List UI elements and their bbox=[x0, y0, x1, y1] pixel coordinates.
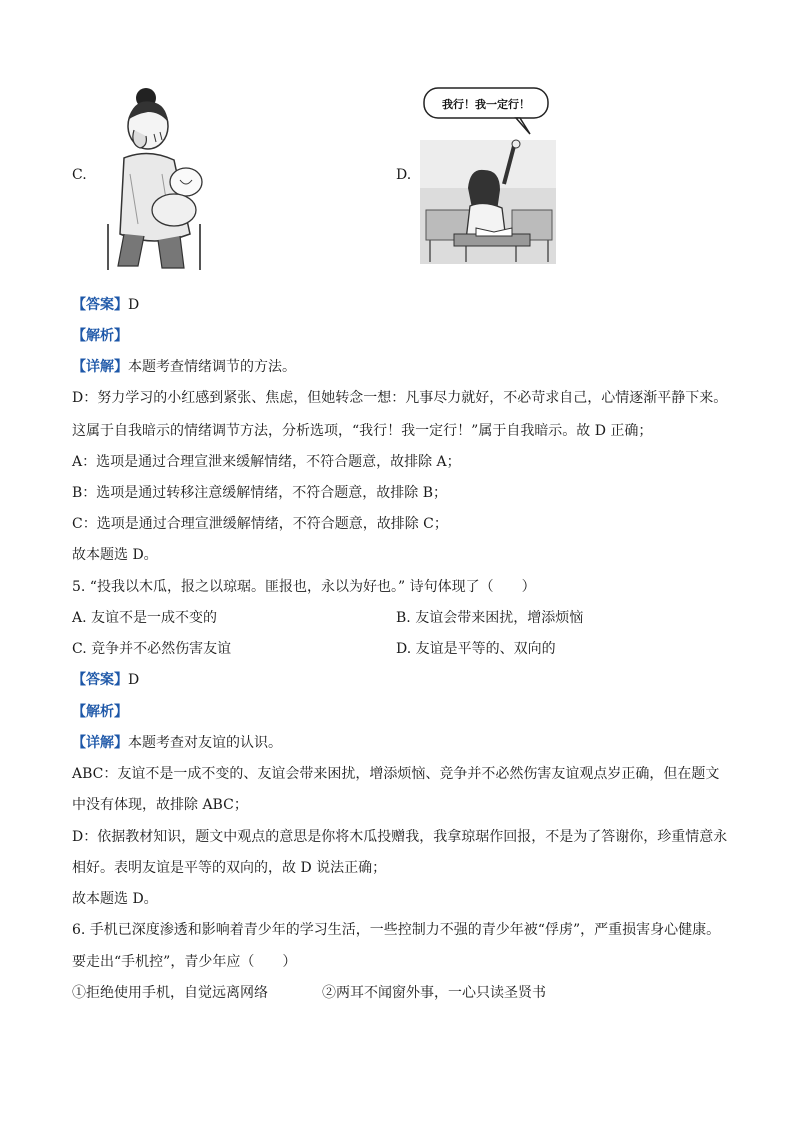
q4-text-line: D：努力学习的小红感到紧张、焦虑，但她转念一想：凡事尽力就好，不必苛求自己，心情逐渐平静下来。 bbox=[72, 390, 728, 406]
q5-text-line: 中没有体现，故排除 ABC； bbox=[72, 797, 248, 813]
option-c-label: C. bbox=[72, 167, 87, 183]
q4-detail-line bbox=[72, 357, 296, 377]
detail-tag: 【详解】 bbox=[72, 359, 128, 375]
q5-stem: 5. “投我以木瓜，报之以琼琚。匪报也，永以为好也。” 诗句体现了（ ） bbox=[72, 579, 536, 595]
q4-answer-line bbox=[72, 295, 139, 315]
q4-text-line: A：选项是通过合理宣泄来缓解情绪，不符合题意，故排除 A； bbox=[72, 454, 461, 470]
speech-text: 我行！我一定行！ bbox=[442, 98, 530, 111]
q4-text-line: C：选项是通过合理宣泄缓解情绪，不符合题意，故排除 C； bbox=[72, 516, 448, 532]
q4-text-line: 这属于自我暗示的情绪调节方法，分析选项，“我行！我一定行！”属于自我暗示。故 D 正确； bbox=[72, 423, 653, 439]
answer-tag: 【答案】 bbox=[72, 297, 128, 313]
answer-value: D bbox=[128, 297, 140, 313]
q5-answer-line bbox=[72, 670, 139, 690]
option-d-illustration bbox=[420, 84, 556, 264]
q5-text-line: D：依据教材知识，题文中观点的意思是你将木瓜投赠我，我拿琼琚作回报，不是为了答谢你，珍重情意永 bbox=[72, 829, 728, 845]
detail-intro: 本题考查对友谊的认识。 bbox=[128, 735, 282, 751]
q5-option-d: D. 友谊是平等的、双向的 bbox=[396, 641, 556, 657]
q5-option-c: C. 竞争并不必然伤害友谊 bbox=[72, 641, 232, 657]
q5-detail-line bbox=[72, 733, 282, 753]
q5-text-line: 相好。表明友谊是平等的双向的，故 D 说法正确； bbox=[72, 860, 387, 876]
q5-text-line: ABC：友谊不是一成不变的、友谊会带来困扰，增添烦恼、竞争并不必然伤害友谊观点岁正确，但在题文 bbox=[72, 766, 720, 782]
q5-text-line: 故本题选 D。 bbox=[72, 891, 158, 907]
q5-option-b: B. 友谊会带来困扰，增添烦恼 bbox=[396, 610, 584, 626]
q5-analysis-tag: 【解析】 bbox=[72, 704, 128, 720]
detail-intro: 本题考查情绪调节的方法。 bbox=[128, 359, 296, 375]
answer-value: D bbox=[128, 672, 140, 688]
option-d-label: D. bbox=[396, 167, 412, 183]
q4-text-line: 故本题选 D。 bbox=[72, 547, 158, 563]
q6-option-2: ②两耳不闻窗外事，一心只读圣贤书 bbox=[322, 985, 546, 1001]
detail-tag: 【详解】 bbox=[72, 735, 128, 751]
q4-text-line: B：选项是通过转移注意缓解情绪，不符合题意，故排除 B； bbox=[72, 485, 448, 501]
q6-stem-line: 6. 手机已深度渗透和影响着青少年的学习生活，一些控制力不强的青少年被“俘虏”，严重损害身心健康。 bbox=[72, 922, 721, 938]
answer-tag: 【答案】 bbox=[72, 672, 128, 688]
q5-option-a: A. 友谊不是一成不变的 bbox=[72, 610, 218, 626]
q4-analysis-tag: 【解析】 bbox=[72, 328, 128, 344]
option-c-illustration bbox=[104, 84, 210, 270]
q6-stem-line: 要走出“手机控”，青少年应（ ） bbox=[72, 954, 297, 970]
q6-option-1: ①拒绝使用手机，自觉远离网络 bbox=[72, 985, 268, 1001]
